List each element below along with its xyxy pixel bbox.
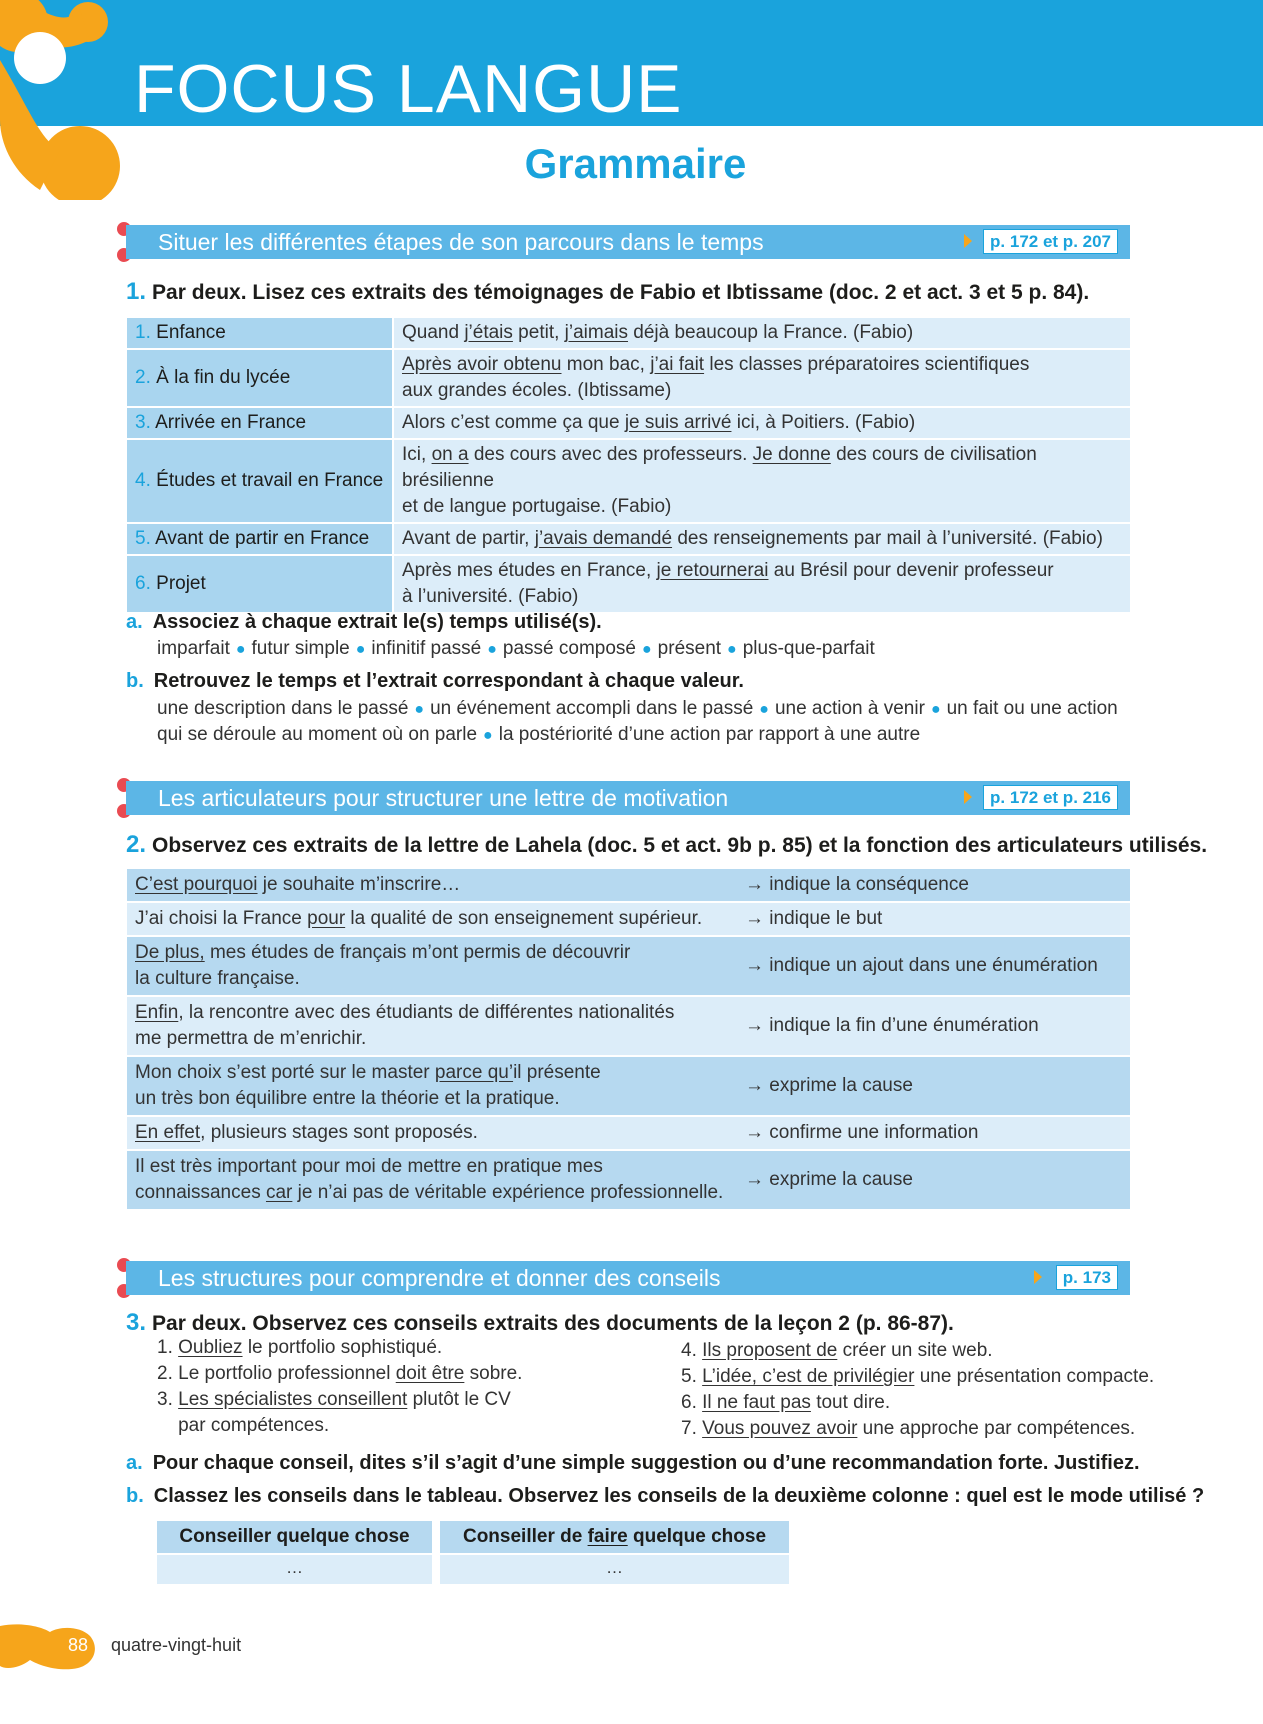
table-connectors: [127, 869, 1130, 1211]
bullet-icon: ●: [727, 641, 737, 658]
stage-label: [127, 318, 393, 349]
list-item: infinitif passé: [371, 638, 482, 659]
table-row: [127, 523, 1130, 555]
underlined-text: Oubliez: [178, 1337, 243, 1358]
page-reference: p. 172 et p. 207: [983, 229, 1118, 254]
table-tense-extracts: [127, 318, 1130, 614]
text-fragment: 6.: [681, 1392, 703, 1413]
stage-name: Arrivée en France: [155, 412, 307, 433]
underlined-text: j’avais demandé: [534, 528, 673, 549]
text-fragment: Après mes études en France,: [402, 560, 657, 581]
section-bar-title: Les articulateurs pour structurer une lettre de motivation: [158, 785, 729, 811]
underlined-text: je retournerai: [656, 560, 769, 581]
text-fragment: et de langue portugaise. (Fabio): [402, 496, 672, 517]
extract-sentence: [127, 1150, 739, 1210]
stage-number: 6.: [135, 573, 151, 594]
text-fragment: des renseignements par mail à l’université. (Fabio): [672, 528, 1103, 549]
extract-text: [393, 555, 1130, 613]
text-fragment: 2. Le portfolio professionnel: [157, 1363, 396, 1384]
text-fragment: 1.: [157, 1337, 179, 1358]
stage-number: 2.: [135, 367, 151, 388]
underlined-text: Il ne faut pas: [702, 1392, 811, 1413]
connector-function: → confirme une information: [739, 1116, 1130, 1150]
text-fragment: je souhaite m’inscrire…: [257, 874, 461, 895]
extract-sentence: [127, 869, 739, 902]
stage-label: [127, 439, 393, 523]
text-fragment: une présentation compacte.: [914, 1366, 1155, 1387]
connector-function: → indique un ajout dans une énumération: [739, 936, 1130, 996]
text-fragment: J’ai choisi la France: [135, 908, 308, 929]
extract-text: [393, 349, 1130, 407]
list-item: qui se déroule au moment où on parle: [157, 724, 478, 745]
table-cell-2: …: [440, 1555, 789, 1584]
advice-item: [681, 1416, 1135, 1442]
table-row: [127, 936, 1130, 996]
table-header-advise-something: Conseiller quelque chose: [157, 1521, 432, 1553]
question-3a: a. Pour chaque conseil, dites s’il s’agit d’une simple suggestion ou d’une recommandation forte. Justifiez.: [126, 1452, 1140, 1474]
section-bar-advice: [126, 1261, 1130, 1295]
table-row: [127, 1150, 1130, 1210]
underlined-text: car: [265, 1182, 293, 1203]
text-fragment: petit,: [512, 322, 565, 343]
exercise-3-instruction: 3. Par deux. Observez ces conseils extraits des documents de la leçon 2 (p. 86-87).: [126, 1309, 954, 1336]
underlined-text: je suis arrivé: [624, 412, 732, 433]
stage-name: Projet: [156, 573, 206, 594]
underlined-text: Vous pouvez avoir: [702, 1418, 858, 1439]
page-title: FOCUS LANGUE: [134, 51, 683, 127]
underlined-text: C’est pourquoi: [135, 874, 258, 895]
list-item: imparfait: [157, 638, 230, 659]
text-fragment: Quand: [402, 322, 465, 343]
underlined-text: j’ai fait: [650, 354, 705, 375]
extract-sentence: [127, 1056, 739, 1116]
arrow-icon: [964, 234, 972, 248]
text-fragment: une approche par compétences.: [857, 1418, 1136, 1439]
text-fragment: Mon choix s’est porté sur le master: [135, 1062, 435, 1083]
text-fragment: 5.: [681, 1366, 703, 1387]
underlined-text: De plus,: [135, 942, 205, 963]
connector-function: → exprime la cause: [739, 1150, 1130, 1210]
table-row: [127, 439, 1130, 523]
text-fragment: la culture française.: [135, 968, 300, 989]
advice-item: [681, 1338, 993, 1364]
text-fragment: tout dire.: [810, 1392, 891, 1413]
stage-label: [127, 349, 393, 407]
table-row: [127, 996, 1130, 1056]
exercise-2-instruction: 2. Observez ces extraits de la lettre de Lahela (doc. 5 et act. 9b p. 85) et la fonction des articulateurs utilisés.: [126, 831, 1208, 858]
text-fragment: 7.: [681, 1418, 703, 1439]
text-fragment: 3.: [157, 1389, 179, 1410]
connector-function: → exprime la cause: [739, 1056, 1130, 1116]
extract-sentence: [127, 936, 739, 996]
bullet-icon: ●: [642, 641, 652, 658]
extract-sentence: [127, 1116, 739, 1150]
stage-name: À la fin du lycée: [156, 367, 291, 388]
text-fragment: plutôt le CV: [407, 1389, 511, 1410]
bullet-icon: ●: [483, 727, 493, 744]
connector-function: → indique la fin d’une énumération: [739, 996, 1130, 1056]
text-fragment: me permettra de m’enrichir.: [135, 1028, 367, 1049]
text-fragment: connaissances: [135, 1182, 266, 1203]
text-fragment: , la rencontre avec des étudiants de différentes nationalités: [178, 1002, 675, 1023]
section-bar-tenses: [126, 225, 1130, 259]
question-1a: a. Associez à chaque extrait le(s) temps utilisé(s).: [126, 611, 602, 633]
extract-sentence: [127, 902, 739, 936]
text-fragment: , plusieurs stages sont proposés.: [200, 1122, 478, 1143]
table-cell-1: …: [157, 1555, 432, 1584]
question-3b: b. Classez les conseils dans le tableau. Observez les conseils de la deuxième colonne : quel est le mode utilisé ?: [126, 1485, 1205, 1507]
text-fragment: par compétences.: [157, 1415, 330, 1436]
connector-function: → indique la conséquence: [739, 869, 1130, 902]
value-list-line-1: [157, 696, 1130, 723]
bullet-icon: ●: [235, 641, 246, 658]
exercise-1-instruction: 1. Par deux. Lisez ces extraits des témoignages de Fabio et Ibtissame (doc. 2 et act. 3 et 5 p. 84).: [126, 278, 1090, 305]
underlined-text: Enfin: [135, 1002, 179, 1023]
text-fragment: déjà beaucoup la France. (Fabio): [628, 322, 914, 343]
stage-name: Études et travail en France: [156, 470, 384, 491]
table-header-advise-to-do: Conseiller de faire quelque chose: [440, 1521, 789, 1553]
bullet-icon: ●: [759, 701, 769, 718]
list-item: un événement accompli dans le passé: [430, 698, 754, 719]
list-item: futur simple: [251, 638, 350, 659]
list-item: présent: [657, 638, 722, 659]
underlined-text: Je donne: [752, 444, 831, 465]
text-fragment: le portfolio sophistiqué.: [242, 1337, 443, 1358]
arrow-icon: [1034, 1270, 1042, 1284]
text-fragment: créer un site web.: [837, 1340, 993, 1361]
stage-label: [127, 555, 393, 613]
list-item: une description dans le passé: [157, 698, 409, 719]
text-fragment: Ici,: [402, 444, 432, 465]
page-number: 88: [68, 1635, 89, 1655]
extract-text: [393, 318, 1130, 349]
text-fragment: mes études de français m’ont permis de découvrir: [204, 942, 631, 963]
list-item: un fait ou une action: [946, 698, 1118, 719]
section-bar-title: Les structures pour comprendre et donner des conseils: [158, 1265, 721, 1291]
text-fragment: les classes préparatoires scientifiques: [704, 354, 1030, 375]
bullet-icon: ●: [355, 641, 366, 658]
stage-name: Avant de partir en France: [155, 528, 370, 549]
extract-text: [393, 523, 1130, 555]
text-fragment: aux grandes écoles. (Ibtissame): [402, 380, 672, 401]
text-fragment: ici, à Poitiers. (Fabio): [731, 412, 916, 433]
text-fragment: à l’université. (Fabio): [402, 586, 579, 607]
stage-number: 1.: [135, 322, 151, 343]
underlined-text: parce qu’: [434, 1062, 514, 1083]
bullet-icon: ●: [414, 701, 425, 718]
text-fragment: 4.: [681, 1340, 703, 1361]
arrow-icon: [964, 790, 972, 804]
extract-text: [393, 439, 1130, 523]
underlined-text: En effet: [135, 1122, 201, 1143]
stage-number: 3.: [135, 412, 151, 433]
stage-label: [127, 407, 393, 439]
section-bar-title: Situer les différentes étapes de son parcours dans le temps: [158, 229, 764, 255]
stage-number: 4.: [135, 470, 151, 491]
underlined-text: pour: [307, 908, 346, 929]
bullet-icon: ●: [930, 701, 941, 718]
page-reference: p. 173: [1056, 1265, 1118, 1290]
list-item: la postériorité d’une action par rapport à une autre: [498, 724, 921, 745]
stage-number: 5.: [135, 528, 151, 549]
advice-item: [157, 1361, 522, 1387]
text-fragment: il présente: [513, 1062, 601, 1083]
page-number-words: quatre-vingt-huit: [111, 1635, 242, 1655]
table-row: [127, 318, 1130, 349]
table-row: [127, 555, 1130, 613]
underlined-text: Les spécialistes conseillent: [178, 1389, 408, 1410]
section-title: Grammaire: [524, 140, 747, 187]
text-fragment: un très bon équilibre entre la théorie et la pratique.: [135, 1088, 560, 1109]
stage-label: [127, 523, 393, 555]
underlined-text: doit être: [395, 1363, 465, 1384]
table-row: [127, 407, 1130, 439]
list-item: une action à venir: [774, 698, 925, 719]
table-row: [127, 1056, 1130, 1116]
text-fragment: des cours avec des professeurs.: [468, 444, 753, 465]
text-fragment: Alors c’est comme ça que: [402, 412, 625, 433]
page-reference: p. 172 et p. 216: [983, 785, 1118, 810]
question-1b: b. Retrouvez le temps et l’extrait correspondant à chaque valeur.: [126, 670, 744, 692]
text-fragment: la qualité de son enseignement supérieur.: [345, 908, 703, 929]
table-row: [127, 902, 1130, 936]
value-list-line-2: [157, 722, 920, 749]
section-bar-connectors: [126, 781, 1130, 815]
underlined-text: on a: [431, 444, 469, 465]
list-item: passé composé: [502, 638, 636, 659]
underlined-text: L’idée, c’est de privilégier: [702, 1366, 915, 1387]
table-row: [127, 349, 1130, 407]
text-fragment: sobre.: [464, 1363, 523, 1384]
table-row: [127, 1116, 1130, 1150]
advice-item: [681, 1390, 890, 1416]
bullet-icon: ●: [487, 641, 497, 658]
text-fragment: Il est très important pour moi de mettre en pratique mes: [135, 1156, 603, 1177]
advice-item: [157, 1387, 511, 1439]
connector-function: → indique le but: [739, 902, 1130, 936]
list-item: plus-que-parfait: [742, 638, 875, 659]
advice-item: [681, 1364, 1154, 1390]
extract-text: [393, 407, 1130, 439]
text-fragment: Avant de partir,: [402, 528, 535, 549]
table-row: [127, 869, 1130, 902]
underlined-text: Après avoir obtenu: [402, 354, 562, 375]
underlined-text: Ils proposent de: [702, 1340, 838, 1361]
advice-item: [157, 1335, 442, 1361]
text-fragment: je n’ai pas de véritable expérience professionnelle.: [292, 1182, 724, 1203]
tense-list: [157, 636, 875, 663]
text-fragment: au Brésil pour devenir professeur: [768, 560, 1054, 581]
underlined-text: j’aimais: [564, 322, 629, 343]
underlined-text: j’étais: [464, 322, 513, 343]
extract-sentence: [127, 996, 739, 1056]
stage-name: Enfance: [156, 322, 226, 343]
text-fragment: des cours de civilisation brésilienne: [402, 444, 1037, 491]
text-fragment: mon bac,: [561, 354, 651, 375]
